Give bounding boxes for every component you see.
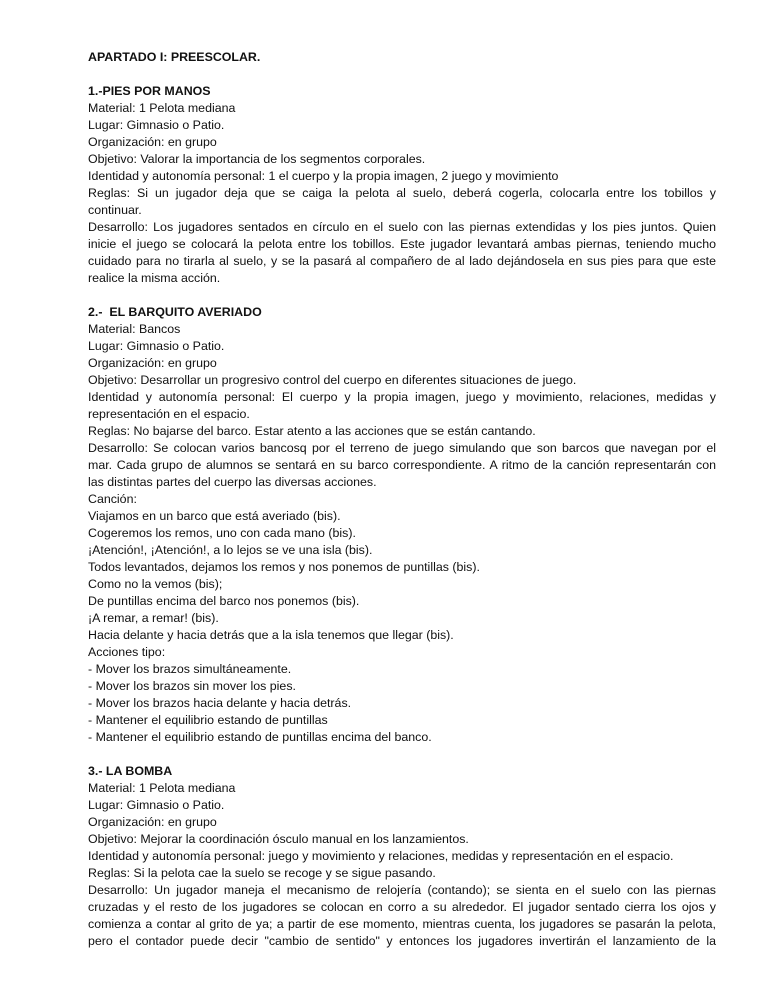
material-line: Material: Bancos (88, 322, 181, 336)
desarrollo-line: Desarrollo: Los jugadores sentados en círculo en el suelo con las piernas extendidas y los pies juntos. Quien (88, 220, 716, 234)
acciones-label: Acciones tipo: (88, 645, 166, 659)
section-pies-por-manos (88, 83, 716, 287)
lugar-line: Lugar: Gimnasio o Patio. (88, 339, 225, 353)
identidad-line: representación en el espacio. (88, 407, 250, 421)
lugar-line: Lugar: Gimnasio o Patio. (88, 118, 225, 132)
desarrollo-line: cruzadas y el resto de los jugadores se colocan en corro a su alrededor. El jugador sentado cierra los ojos y (88, 900, 716, 914)
desarrollo-line: inicie el juego se colocará la pelota entre los tobillos. Este jugador levantará ambas piernas, teniendo mucho (88, 237, 716, 251)
cancion-label: Canción: (88, 492, 137, 506)
song-line: Como no la vemos (bis); (88, 577, 223, 591)
identidad-line: Identidad y autonomía personal: 1 el cuerpo y la propia imagen, 2 juego y movimiento (88, 169, 559, 183)
song-line: ¡Atención!, ¡Atención!, a lo lejos se ve una isla (bis). (88, 543, 373, 557)
song-line: ¡A remar, a remar! (bis). (88, 611, 219, 625)
song-line: Cogeremos los remos, uno con cada mano (bis). (88, 526, 356, 540)
identidad-line: Identidad y autonomía personal: El cuerpo y la propia imagen, juego y movimiento, relaciones, medidas y (88, 390, 716, 404)
spacer (88, 746, 716, 763)
desarrollo-line: comienza a contar al grito de ya; a partir de ese momento, mientras cuenta, los jugadores se pasarán la pelota, (88, 917, 716, 931)
spacer (88, 287, 716, 304)
desarrollo-line: Desarrollo: Se colocan varios bancosq por el terreno de juego simulando que son barcos que navegan por el (88, 441, 716, 455)
reglas-line: Reglas: Si la pelota cae la suelo se recoge y se sigue pasando. (88, 866, 436, 880)
section-el-barquito-averiado (88, 304, 716, 746)
song-line: Todos levantados, dejamos los remos y nos ponemos de puntillas (bis). (88, 560, 480, 574)
accion-item: - Mantener el equilibrio estando de puntillas encima del banco. (88, 730, 432, 744)
document-page (88, 49, 716, 950)
song-line: Viajamos en un barco que está averiado (bis). (88, 509, 341, 523)
accion-item: - Mover los brazos sin mover los pies. (88, 679, 296, 693)
accion-item: - Mover los brazos simultáneamente. (88, 662, 292, 676)
desarrollo-line: realice la misma acción. (88, 271, 221, 285)
spacer (88, 66, 716, 83)
material-line: Material: 1 Pelota mediana (88, 101, 236, 115)
identidad-line: Identidad y autonomía personal: juego y movimiento y relaciones, medidas y representación en el espacio. (88, 849, 674, 863)
reglas-line: Reglas: Si un jugador deja que se caiga la pelota al suelo, deberá cogerla, colocarla entre los tobillos y (88, 186, 716, 200)
section-heading: 3.- LA BOMBA (88, 764, 173, 778)
material-line: Material: 1 Pelota mediana (88, 781, 236, 795)
accion-item: - Mover los brazos hacia delante y hacia detrás. (88, 696, 352, 710)
organizacion-line: Organización: en grupo (88, 815, 217, 829)
lugar-line: Lugar: Gimnasio o Patio. (88, 798, 225, 812)
reglas-line: Reglas: No bajarse del barco. Estar atento a las acciones que se están cantando. (88, 424, 536, 438)
objetivo-line: Objetivo: Desarrollar un progresivo control del cuerpo en diferentes situaciones de juego. (88, 373, 577, 387)
accion-item: - Mantener el equilibrio estando de puntillas (88, 713, 328, 727)
objetivo-line: Objetivo: Valorar la importancia de los segmentos corporales. (88, 152, 426, 166)
section-la-bomba (88, 763, 716, 950)
organizacion-line: Organización: en grupo (88, 135, 217, 149)
objetivo-line: Objetivo: Mejorar la coordinación ósculo manual en los lanzamientos. (88, 832, 469, 846)
desarrollo-line: mar. Cada grupo de alumnos se sentará en su barco correspondiente. A ritmo de la canción representarán con (88, 458, 716, 472)
desarrollo-line: las distintas partes del cuerpo las diversas acciones. (88, 475, 377, 489)
document-title: APARTADO I: PREESCOLAR. (88, 50, 261, 64)
reglas-line: continuar. (88, 203, 142, 217)
organizacion-line: Organización: en grupo (88, 356, 217, 370)
song-line: Hacia delante y hacia detrás que a la isla tenemos que llegar (bis). (88, 628, 454, 642)
desarrollo-line: pero el contador puede decir "cambio de sentido" y entonces los jugadores invertirán el lanzamiento de la (88, 934, 716, 948)
desarrollo-line: Desarrollo: Un jugador maneja el mecanismo de relojería (contando); se sienta en el suelo con las piernas (88, 883, 716, 897)
section-heading: 1.-PIES POR MANOS (88, 84, 211, 98)
section-heading: 2.- EL BARQUITO AVERIADO (88, 305, 262, 319)
song-line: De puntillas encima del barco nos ponemos (bis). (88, 594, 360, 608)
desarrollo-line: cuidado para no tirarla al suelo, y se la pasará al compañero de al lado dejándosela en sus pies para que este (88, 254, 716, 268)
